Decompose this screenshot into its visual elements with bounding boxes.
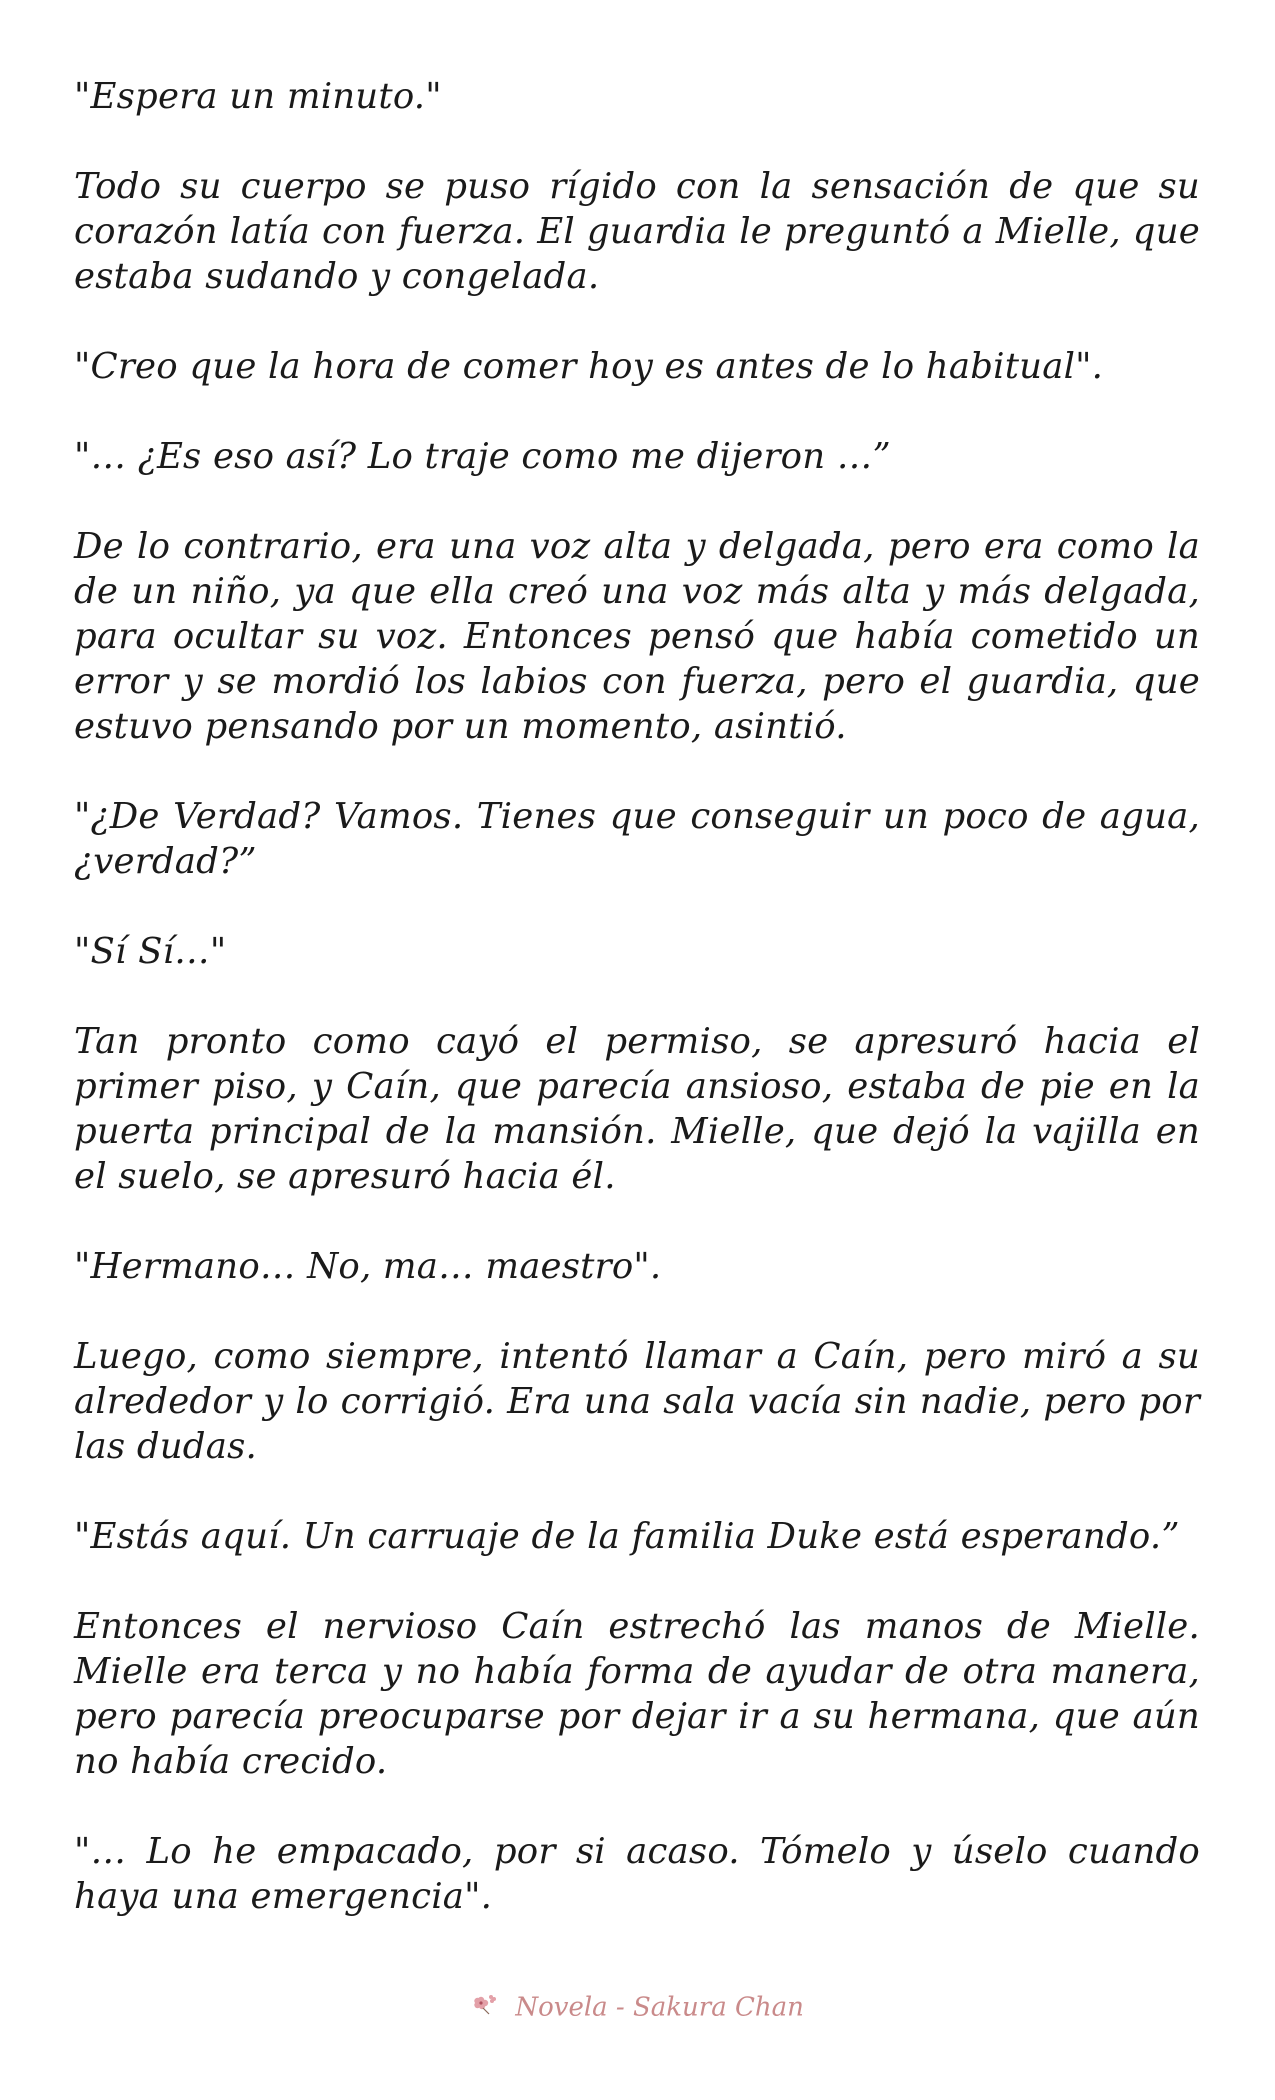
paragraph: "… ¿Es eso así? Lo traje como me dijeron …” [74,436,891,477]
paragraph: Tan pronto como cayó el permiso, se apresuró hacia el primer piso, y Caín, que parecía ansioso, estaba de pie en la puerta principal de la mansión. Mielle, que dejó la vajilla en el suelo, se apresuró hacia él. [74,1021,1200,1197]
paragraph: De lo contrario, era una voz alta y delgada, pero era como la de un niño, ya que ella creó una voz más alta y más delgada, para ocultar su voz. Entonces pensó que había cometido un error y se mordió los labios con fuerza, pero el guardia, que estuvo pensando por un momento, asintió. [74,526,1200,747]
paragraph: Todo su cuerpo se puso rígido con la sensación de que su corazón latía con fuerza. El guardia le preguntó a Mielle, que estaba sudando y congelada. [74,166,1200,297]
paragraph: "Hermano… No, ma… maestro". [74,1246,662,1287]
paragraph: "… Lo he empacado, por si acaso. Tómelo y úselo cuando haya una emergencia". [74,1831,1200,1917]
paragraph: "Sí Sí…" [74,931,227,972]
paragraph: Luego, como siempre, intentó llamar a Caín, pero miró a su alrededor y lo corrigió. Era una sala vacía sin nadie, pero por las dudas. [74,1336,1200,1467]
watermark-text: Novela - Sakura Chan [515,1992,804,2023]
document-body [74,74,1200,1964]
paragraph: Entonces el nervioso Caín estrechó las manos de Mielle. Mielle era terca y no había forma de ayudar de otra manera, pero parecía preocuparse por dejar ir a su hermana, que aún no había crecido. [74,1606,1200,1782]
paragraph: "Estás aquí. Un carruaje de la familia Duke está esperando.” [74,1516,1180,1557]
watermark [0,1992,1275,2025]
paragraph: "¿De Verdad? Vamos. Tienes que conseguir un poco de agua, ¿verdad?” [74,796,1200,882]
paragraph: "Creo que la hora de comer hoy es antes de lo habitual". [74,346,1104,387]
paragraph: "Espera un minuto." [74,76,442,117]
sakura-flower-icon [471,1992,501,2025]
